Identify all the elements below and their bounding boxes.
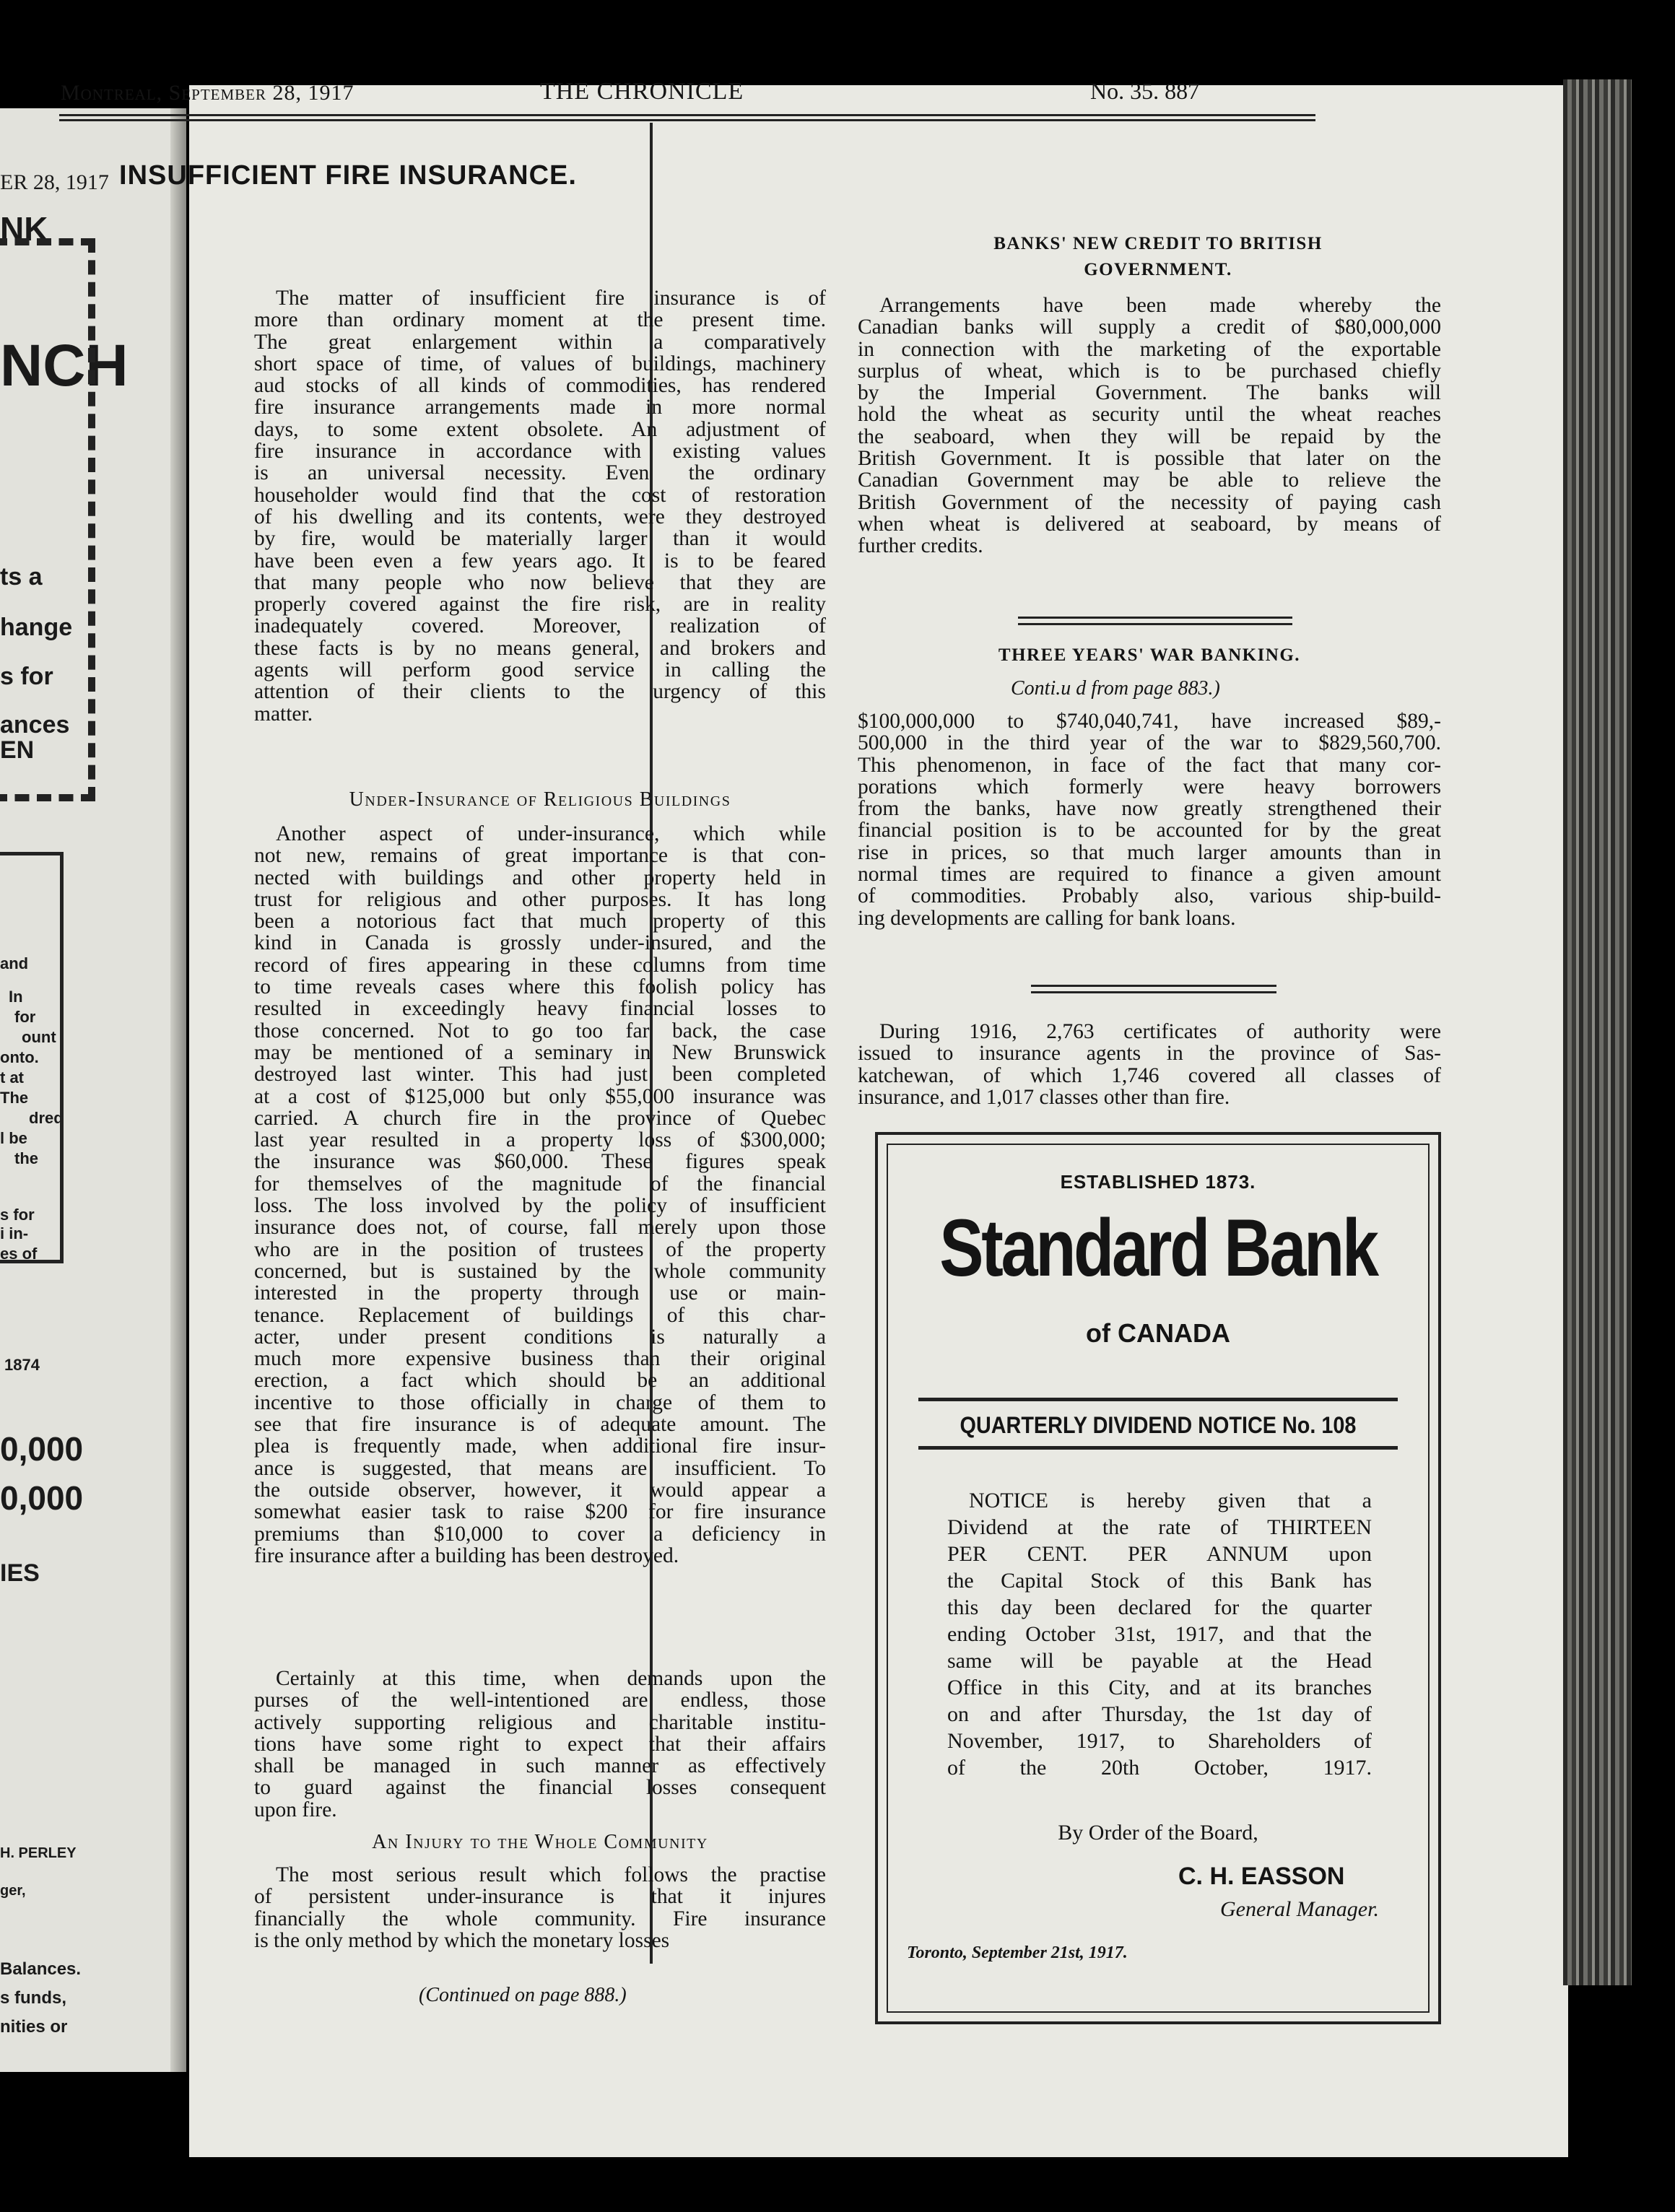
left-page-text-fragment: ances (0, 711, 70, 739)
text-line: British Government. It is possible that later on the (858, 447, 1441, 471)
text-line: by the Imperial Government. The banks will (858, 381, 1441, 405)
text-line: by fire, would be materially larger than it would (254, 527, 826, 551)
text-line: ending October 31st, 1917, and that the (947, 1622, 1372, 1646)
left-page-text-fragment: 0,000 (0, 1430, 84, 1468)
text-line: these facts is by no means general, and brokers and (254, 636, 826, 660)
text-line: rise in prices, so that much larger amounts than in (858, 840, 1441, 864)
advert-order-line: By Order of the Board, (1058, 1821, 1258, 1845)
text-line: in connection with the marketing of the exportable (858, 337, 1441, 361)
article-title: INSUFFICIENT FIRE INSURANCE. (119, 160, 577, 191)
credit-heading-line-1: BANKS' NEW CREDIT TO BRITISH (993, 234, 1323, 253)
text-line: erection, a fact which should be an additional (254, 1369, 826, 1393)
left-page-text-fragment: hange (0, 614, 73, 641)
text-line: to time reveals cases where this foolish policy has (254, 975, 826, 999)
text-line: tenance. Replacement of buildings of this char- (254, 1303, 826, 1327)
text-line: The most serious result which follows the practise (276, 1863, 826, 1886)
text-line: of his dwelling and its contents, were they destroyed (254, 505, 826, 528)
text-line: purses of the well-intentioned are endless, those (254, 1689, 826, 1712)
article-paragraph-1 (254, 287, 826, 725)
text-line: During 1916, 2,763 certificates of authority were (879, 1020, 1441, 1043)
left-page-text-fragment: s funds, (0, 1988, 67, 2008)
advert-bank-name: Standard Bank (939, 1203, 1377, 1293)
left-page-border-box (0, 238, 95, 801)
left-page-text-fragment: IES (0, 1559, 40, 1587)
left-page-text-fragment: s for (0, 1206, 35, 1224)
text-line: see that fire insurance is of adequate amount. The (254, 1413, 826, 1437)
header-dateline: Montreal, September 28, 1917 (61, 81, 354, 105)
text-line: Certainly at this time, when demands upon the (276, 1667, 826, 1690)
left-page-text-fragment: t at (0, 1068, 24, 1087)
continued-note: (Continued on page 888.) (419, 1984, 627, 2006)
certificates-paragraph (858, 1021, 1441, 1108)
left-page-text-fragment: for (14, 1008, 36, 1026)
text-line: the seaboard, when they will be repaid by the (858, 424, 1441, 448)
text-line: the Capital Stock of this Bank has (947, 1569, 1372, 1593)
text-line: The matter of insufficient fire insurance is of (276, 287, 826, 310)
text-line: attention of their clients to the urgency of this (254, 680, 826, 704)
text-line: financial position is to be accounted for by the great (858, 819, 1441, 842)
text-line: nected with buildings and other property held in (254, 866, 826, 889)
text-line: resulted in exceedingly heavy financial losses to (254, 997, 826, 1021)
header-publication-title: THE CHRONICLE (540, 78, 744, 105)
text-line: Canadian banks will supply a credit of $80,000,000 (858, 315, 1441, 339)
left-page-text-fragment: the (14, 1149, 38, 1167)
text-line: fire insurance in accordance with existing values (254, 440, 826, 463)
text-line: more than ordinary moment at the present time. (254, 308, 826, 332)
text-line: financially the whole community. Fire insurance (254, 1907, 826, 1930)
text-line: record of fires appearing in these columns from time (254, 953, 826, 977)
left-page-text-fragment: 1874 (4, 1356, 40, 1374)
text-line: those concerned. Not to go too far back, the case (254, 1019, 826, 1042)
left-page-text-fragment: The (0, 1089, 29, 1107)
left-page-text-fragment: H. PERLEY (0, 1845, 77, 1861)
text-line: normal times are required to finance a given amount (858, 863, 1441, 887)
text-line: not new, remains of great importance is that con- (254, 844, 826, 868)
left-page-text-fragment: ts a (0, 563, 43, 591)
left-page-text-fragment: NCH (0, 333, 129, 399)
left-page-header: ER 28, 1917 (0, 170, 109, 194)
left-page-text-fragment: nities or (0, 2017, 68, 2037)
advert-established: ESTABLISHED 1873. (1060, 1171, 1256, 1193)
text-line: somewhat easier task to raise $200 for fire insurance (254, 1500, 826, 1524)
text-line: hold the wheat as security until the wheat reaches (858, 403, 1441, 427)
text-line: premiums than $10,000 to cover a deficiency in (254, 1522, 826, 1546)
text-line: trust for religious and other purposes. It has long (254, 887, 826, 911)
left-page-text-fragment: and (0, 954, 29, 972)
text-line: kind in Canada is grossly under-insured, and the (254, 931, 826, 955)
text-line: is the only method by which the monetary losses (254, 1928, 670, 1952)
text-line: Dividend at the rate of THIRTEEN (947, 1515, 1372, 1539)
text-line: short space of time, of values of buildings, machinery (254, 352, 826, 375)
text-line: of commodities. Probably also, various ship-build- (858, 884, 1441, 908)
text-line: ance is suggested, that means are insufficient. To (254, 1456, 826, 1480)
text-line: is an universal necessity. Even the ordinary (254, 461, 826, 485)
war-banking-continued-note: Conti.u d from page 883.) (1011, 677, 1220, 700)
advert-notice-body (947, 1487, 1372, 1781)
text-line: British Government of the necessity of paying cash (858, 490, 1441, 514)
left-page-text-fragment: l be (0, 1129, 27, 1147)
text-line: plea is frequently made, when additional fire insur- (254, 1434, 826, 1458)
text-line: Arrangements have been made whereby the (879, 294, 1441, 317)
header-issue-page: No. 35. 887 (1090, 78, 1200, 104)
text-line: interested in the property through use or main- (254, 1281, 826, 1305)
text-line: Canadian Government may be able to relieve the (858, 469, 1441, 492)
left-page-text-fragment: ger, (0, 1883, 26, 1899)
advert-notice-title: QUARTERLY DIVIDEND NOTICE No. 108 (960, 1412, 1357, 1438)
text-line: Another aspect of under-insurance, which while (276, 822, 826, 845)
article-paragraph-3 (254, 1668, 826, 1821)
article-paragraph-2 (254, 823, 826, 1567)
left-page-text-fragment: s for (0, 663, 53, 690)
text-line: November, 1917, to Shareholders of (947, 1729, 1372, 1753)
text-line: properly covered against the fire risk, are in reality (254, 593, 826, 617)
text-line: matter. (254, 702, 313, 726)
text-line: to guard against the financial losses consequent (254, 1776, 826, 1800)
advert-bank-country: of CANADA (1086, 1318, 1230, 1348)
text-line: further credits. (858, 534, 983, 558)
text-line: concerned, but is sustained by the whole community (254, 1259, 826, 1283)
text-line: agents will perform good service in calling the (254, 658, 826, 682)
article-paragraph-4 (254, 1864, 826, 1951)
text-line: days, to some extent obsolete. An adjustment of (254, 417, 826, 441)
text-line: when wheat is delivered at seaboard, by means of (858, 512, 1441, 536)
credit-paragraph (858, 295, 1441, 557)
text-line: may be mentioned of a seminary in New Brunswick (254, 1040, 826, 1064)
left-page-text-fragment: Balances. (0, 1959, 82, 1979)
credit-heading-line-2: GOVERNMENT. (1084, 260, 1232, 279)
war-banking-paragraph (858, 710, 1441, 929)
text-line: much more expensive business than their original (254, 1347, 826, 1371)
left-page-border-box (0, 852, 64, 1263)
advert-signatory: C. H. EASSON (1178, 1863, 1345, 1890)
text-line: inadequately covered. Moreover, realization of (254, 614, 826, 638)
text-line: for themselves of the magnitude of the financial (254, 1172, 826, 1196)
text-line: aud stocks of all kinds of commodities, has rendered (254, 374, 826, 398)
left-page-text-fragment: In (9, 988, 23, 1006)
text-line: 500,000 in the third year of the war to $829,560,700. (858, 731, 1441, 755)
page-gutter (170, 108, 186, 2072)
text-line: tions have some right to expect that their affairs (254, 1732, 826, 1756)
text-line: who are in the position of trustees of the property (254, 1237, 826, 1261)
text-line: Office in this City, and at its branches (947, 1676, 1372, 1699)
book-binding (1563, 79, 1632, 1985)
text-line: ing developments are calling for bank loans. (858, 906, 1236, 930)
text-line: have been even a few years ago. It is to be feared (254, 549, 826, 572)
text-line: householder would find that the cost of restoration (254, 483, 826, 507)
section-divider-2 (1031, 985, 1276, 993)
text-line: surplus of wheat, which is to be purchased chiefly (858, 359, 1441, 383)
article-subheading-1: Under-Insurance of Religious Buildings (349, 788, 731, 811)
text-line: porations which formerly were heavy borrowers (858, 775, 1441, 798)
text-line: actively supporting religious and charitable institu- (254, 1710, 826, 1734)
advert-place-date: Toronto, September 21st, 1917. (907, 1943, 1128, 1962)
section-divider-1 (1018, 617, 1292, 625)
text-line: been a notorious fact that much property of this (254, 910, 826, 933)
advert-signatory-title: General Manager. (1220, 1897, 1379, 1921)
text-line: upon fire. (254, 1798, 337, 1821)
text-line: of the 20th October, 1917. (947, 1756, 1372, 1780)
text-line: PER CENT. PER ANNUM upon (947, 1542, 1372, 1566)
text-line: destroyed last winter. This had just been completed (254, 1063, 826, 1087)
left-page-text-fragment: NK (0, 210, 48, 248)
left-page-text-fragment: EN (0, 736, 35, 764)
text-line: acter, under present conditions is naturally a (254, 1325, 826, 1349)
text-line: katchewan, of which 1,746 covered all classes of (858, 1063, 1441, 1087)
text-line: the outside observer, however, it would appear a (254, 1478, 826, 1502)
text-line: insurance, and 1,017 classes other than fire. (858, 1085, 1230, 1109)
text-line: carried. A church fire in the province of Quebec (254, 1106, 826, 1130)
text-line: The great enlargement within a comparatively (254, 330, 826, 354)
text-line: loss. The loss involved by the policy of insufficient (254, 1194, 826, 1218)
text-line: last year resulted in a property loss of $300,000; (254, 1128, 826, 1152)
text-line: from the banks, have now greatly strengthened their (858, 797, 1441, 821)
header-rule (59, 114, 1315, 121)
left-page-text-fragment: 0,000 (0, 1479, 84, 1517)
article-subheading-2: An Injury to the Whole Community (372, 1831, 708, 1853)
left-page-text-fragment: i in- (0, 1224, 29, 1242)
war-banking-heading: THREE YEARS' WAR BANKING. (998, 645, 1301, 665)
left-page-text-fragment: onto. (0, 1048, 39, 1066)
text-line: incentive to those officially in charge of them to (254, 1390, 826, 1414)
text-line: on and after Thursday, the 1st day of (947, 1702, 1372, 1726)
left-page-text-fragment: dred (29, 1109, 64, 1127)
text-line: that many people who now believe that they are (254, 570, 826, 594)
text-line: at a cost of $125,000 but only $55,000 insurance was (254, 1084, 826, 1108)
text-line: same will be payable at the Head (947, 1649, 1372, 1673)
text-line: issued to insurance agents in the province of Sas- (858, 1042, 1441, 1066)
text-line: the insurance was $60,000. These figures speak (254, 1150, 826, 1174)
text-line: $100,000,000 to $740,040,741, have increased $89,- (858, 710, 1441, 733)
text-line: fire insurance arrangements made in more normal (254, 396, 826, 419)
text-line: NOTICE is hereby given that a (969, 1489, 1372, 1512)
left-page-text-fragment: es of (0, 1245, 38, 1263)
text-line: of persistent under-insurance is that it injures (254, 1885, 826, 1909)
left-page-text-fragment: ount (22, 1028, 56, 1046)
text-line: shall be managed in such manner as effectively (254, 1754, 826, 1778)
text-line: fire insurance after a building has been destroyed. (254, 1543, 679, 1567)
text-line: this day been declared for the quarter (947, 1595, 1372, 1619)
text-line: insurance does not, of course, fall merely upon those (254, 1216, 826, 1240)
text-line: This phenomenon, in face of the fact that many cor- (858, 753, 1441, 777)
